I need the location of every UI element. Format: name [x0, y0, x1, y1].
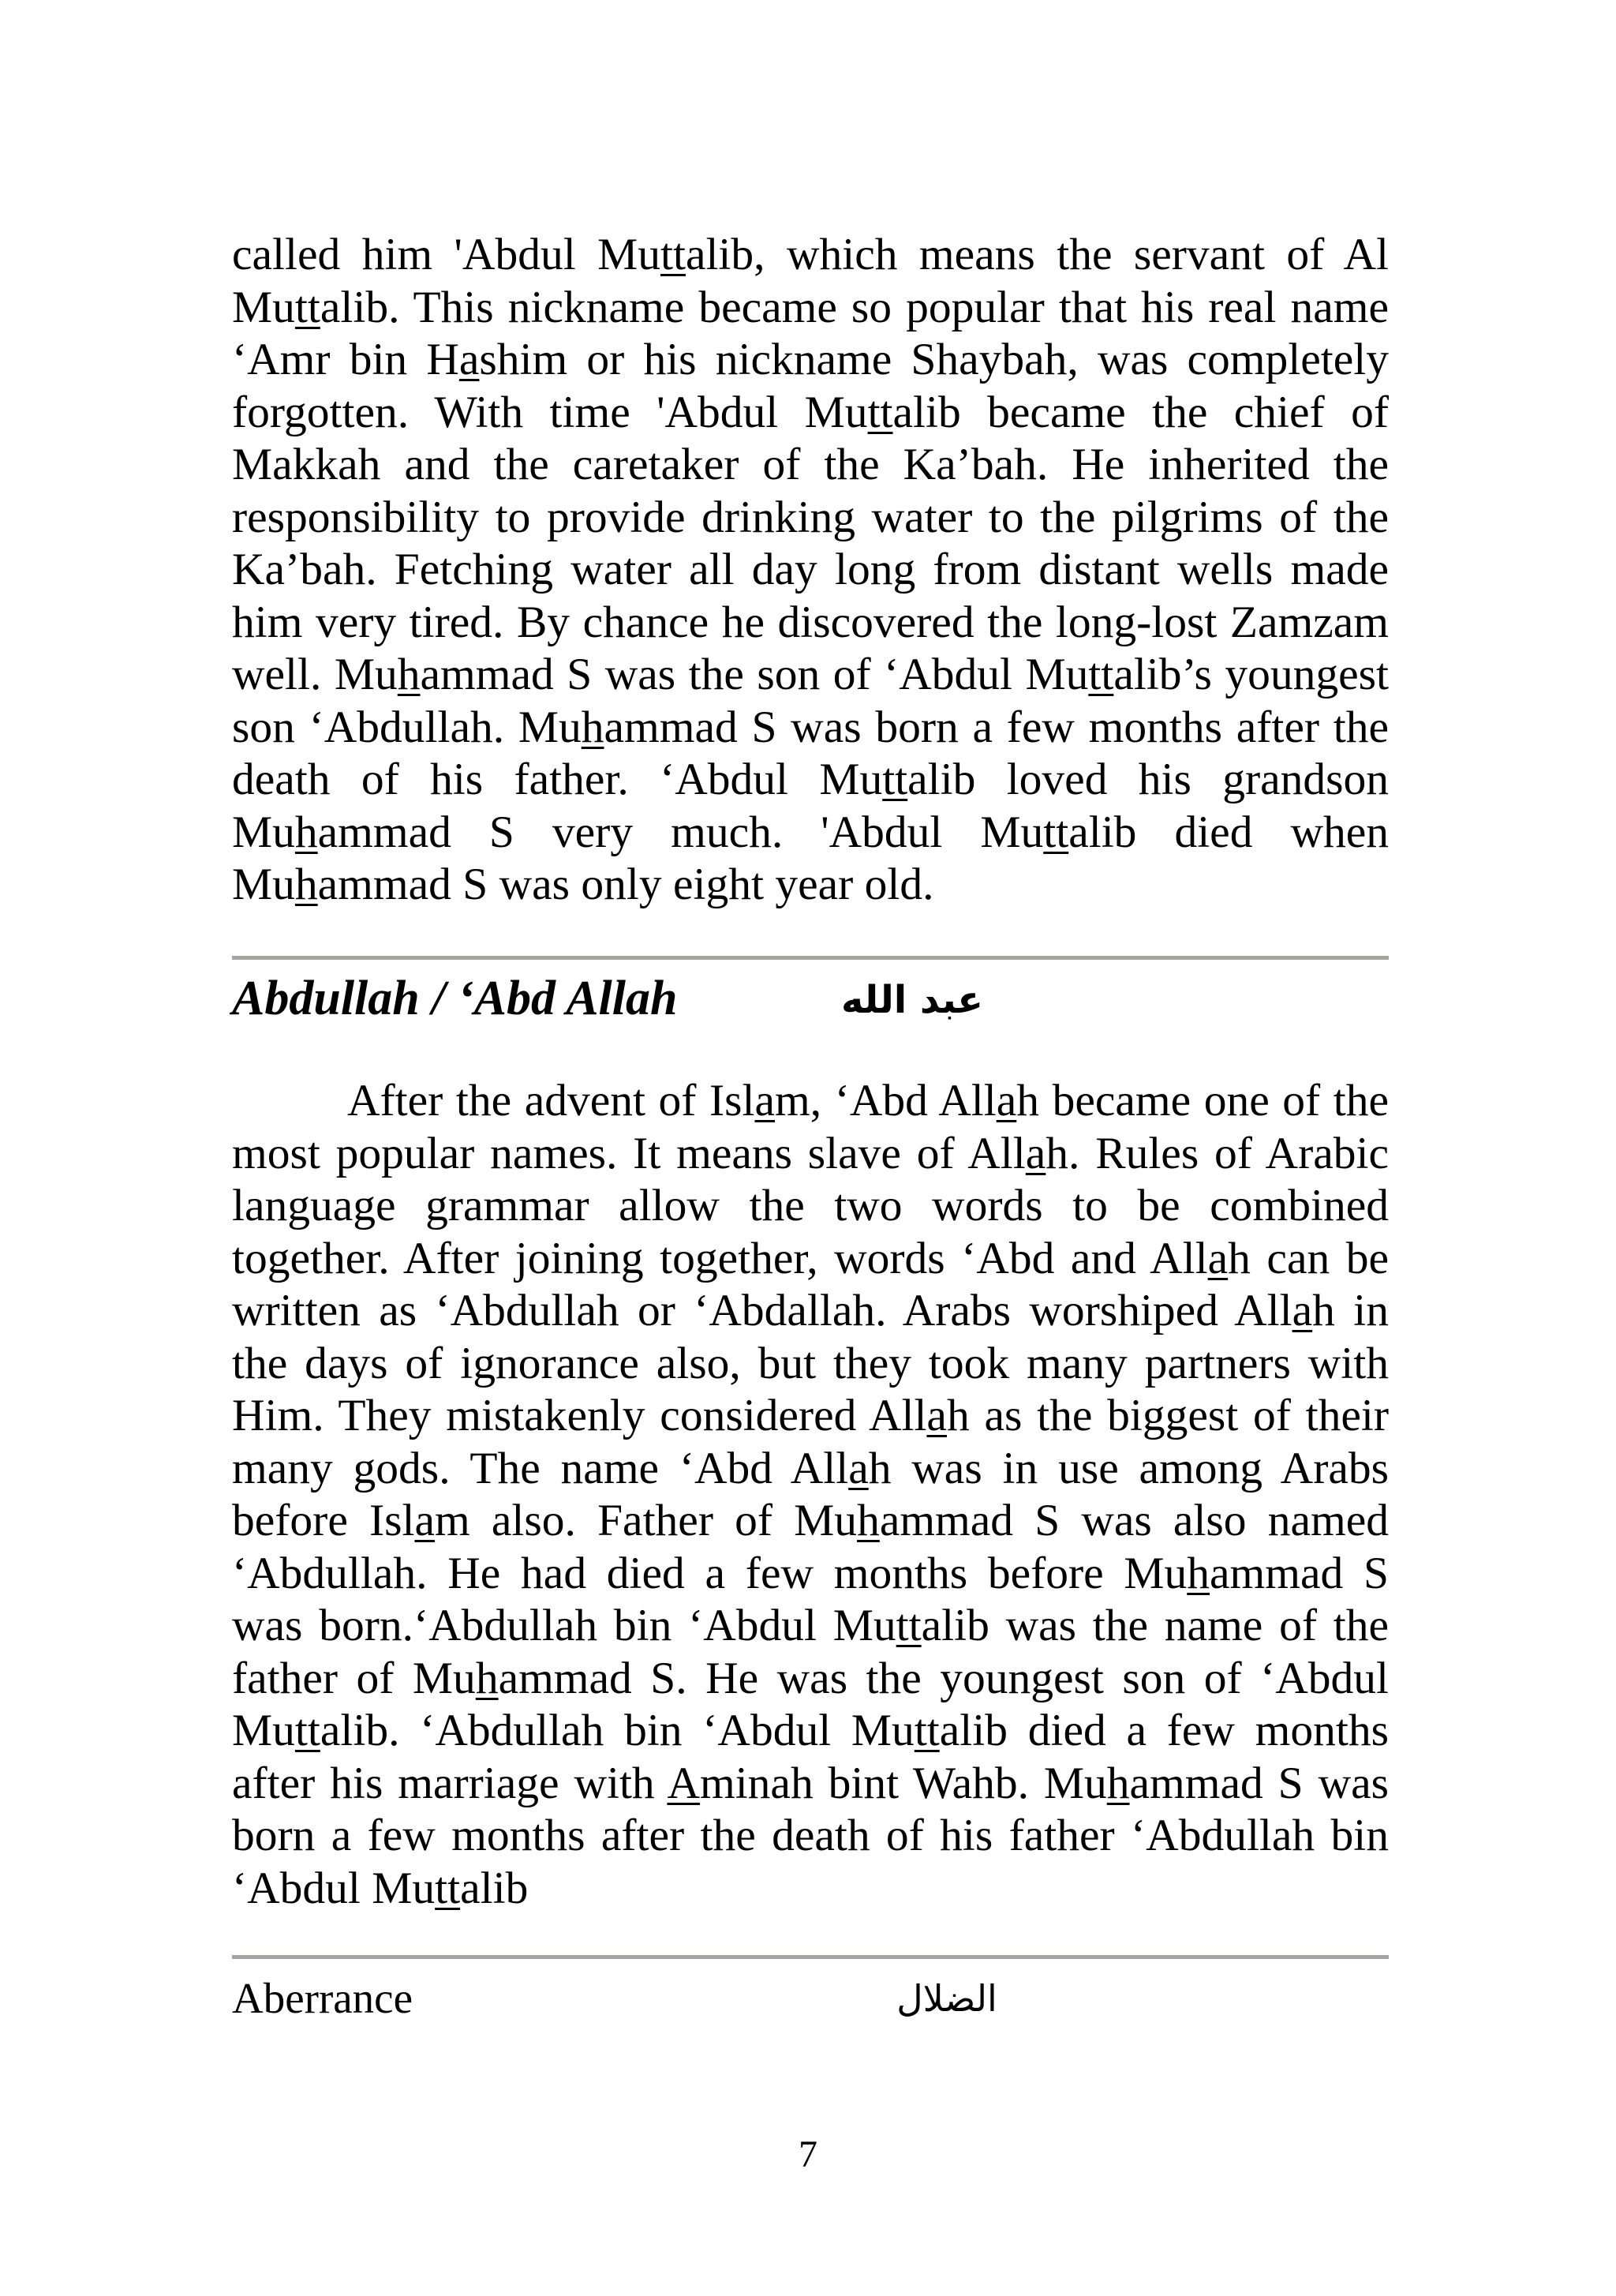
entry-heading-aberrance: Aberrance: [232, 1974, 413, 2022]
underlined-letter: h: [294, 807, 318, 857]
underlined-letter: h: [294, 860, 318, 909]
underlined-letter: tt: [435, 1863, 461, 1913]
underlined-letter: a: [926, 1391, 947, 1440]
section-divider: [232, 956, 1389, 960]
underlined-letter: h: [1187, 1548, 1210, 1598]
underlined-letter: tt: [867, 387, 893, 437]
entry-heading-aberrance-arabic: الضلال: [896, 1977, 997, 2020]
underlined-letter: tt: [294, 282, 320, 332]
underlined-letter: A: [667, 1758, 700, 1808]
underlined-letter: a: [458, 335, 480, 384]
underlined-letter: tt: [1088, 650, 1114, 699]
underlined-letter: h: [397, 650, 421, 699]
entry-heading-abdullah-arabic: عبد الله: [841, 978, 983, 1022]
underlined-letter: tt: [882, 755, 908, 804]
underlined-letter: a: [996, 1076, 1017, 1126]
underlined-letter: tt: [660, 230, 686, 279]
underlined-letter: h: [857, 1496, 880, 1545]
entry-heading-abdullah: Abdullah / ‘Abd Allah: [232, 972, 678, 1025]
underlined-letter: tt: [294, 1706, 320, 1755]
intro-paragraph: called him 'Abdul Muttalib, which means the servant of Al Muttalib. This nickname became so popular that his real name ‘Amr bin Hashim or his nickname Shaybah, was completely forgotten. With time 'Abdul Muttalib became the chief of Makkah and the caretaker of the Ka’bah. He inherited the responsibility to provide drinking water to the pilgrims of the Ka’bah. Fetching water all day long from distant wells made him very tired. By chance he discovered the long-lost Zamzam well. Muhammad S was the son of ‘Abdul Muttalib’s youngest son ‘Abdullah. Muhammad S was born a few months after the death of his father. ‘Abdul Muttalib loved his grandson Muhammad S very much. 'Abdul Muttalib died when Muhammad S was only eight year old.: [232, 230, 1390, 909]
underlined-letter: tt: [1043, 807, 1069, 857]
underlined-letter: a: [1292, 1286, 1313, 1335]
underlined-letter: h: [1106, 1758, 1130, 1808]
entry-paragraph-abdullah: After the advent of Islam, ‘Abd Allah became one of the most popular names. It means slave of Allah. Rules of Arabic language grammar allow the two words to be combined together. After joining together, words ‘Abd and Allah can be written as ‘Abdullah or ‘Abdallah. Arabs worshiped Allah in the days of ignorance also, but they took many partners with Him. They mistakenly considered Allah as the biggest of their many gods. The name ‘Abd Allah was in use among Arabs before Islam also. Father of Muhammad S was also named ‘Abdullah. He had died a few months before Muhammad S was born.‘Abdullah bin ‘Abdul Muttalib was the name of the father of Muhammad S. He was the youngest son of ‘Abdul Muttalib. ‘Abdullah bin ‘Abdul Muttalib died a few months after his marriage with Aminah bint Wahb. Muhammad S was born a few months after the death of his father ‘Abdullah bin ‘Abdul Muttalib: [232, 1076, 1390, 1913]
underlined-letter: a: [1207, 1233, 1229, 1283]
underlined-letter: tt: [914, 1706, 940, 1755]
underlined-letter: h: [581, 702, 604, 752]
page-number: 7: [799, 2133, 817, 2175]
underlined-letter: a: [754, 1076, 776, 1126]
section-divider: [232, 1955, 1389, 1959]
underlined-letter: a: [414, 1496, 436, 1545]
underlined-letter: a: [848, 1443, 869, 1493]
underlined-letter: h: [475, 1653, 499, 1703]
underlined-letter: a: [1025, 1128, 1046, 1178]
underlined-letter: tt: [896, 1601, 922, 1650]
